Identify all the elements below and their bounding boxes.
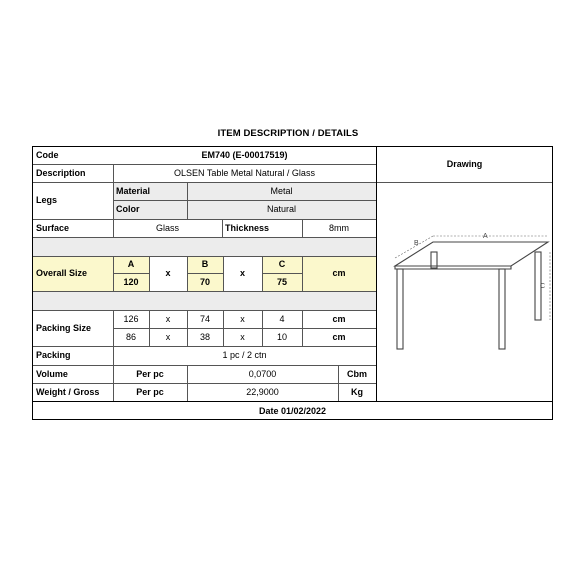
packing-label: Packing [36, 350, 71, 360]
code-value: EM740 (E-00017519) [201, 149, 288, 160]
pack2-unit: cm [332, 331, 346, 342]
dim-a-value: 120 [123, 276, 139, 287]
dim-b-label: B [201, 259, 209, 269]
table-top-edge [395, 266, 511, 269]
times-sign: x [240, 313, 245, 324]
leg-front-right [499, 269, 505, 349]
legs-label: Legs [36, 195, 58, 205]
pack1-dim2: 74 [199, 313, 210, 324]
pack2-dim1: 86 [125, 331, 136, 342]
pack2-dim2: 38 [199, 331, 210, 342]
packing-size-label: Packing Size [36, 322, 92, 333]
drawing-label-c: C [540, 283, 546, 290]
pack1-dim1: 126 [123, 313, 139, 324]
weight-value: 22,9000 [246, 386, 279, 397]
times-sign: x [165, 331, 171, 342]
times-sign: x [165, 268, 171, 278]
thickness-value: 8mm [329, 222, 349, 233]
times-sign: x [240, 331, 245, 342]
dim-b-value: 70 [199, 276, 210, 287]
volume-unit: Cbm [347, 368, 367, 379]
legs-color-label: Color [116, 204, 140, 214]
overall-size-unit: cm [332, 268, 346, 278]
description-value: OLSEN Table Metal Natural / Glass [174, 167, 315, 178]
document-title: ITEM DESCRIPTION / DETAILS [217, 128, 359, 139]
description-label: Description [36, 167, 86, 178]
weight-unit: Kg [351, 386, 363, 397]
surface-value: Glass [155, 222, 179, 233]
spacer-shade-2 [33, 291, 376, 310]
pack2-dim3: 10 [276, 331, 287, 342]
volume-value: 0,0700 [248, 368, 277, 379]
legs-material-label: Material [116, 185, 151, 196]
volume-per: Per pc [136, 368, 164, 379]
legs-material-value: Metal [270, 185, 293, 196]
overall-size-label: Overall Size [36, 268, 88, 278]
document-date: Date 01/02/2022 [258, 405, 327, 416]
leg-front-left [397, 269, 403, 349]
thickness-label: Thickness [225, 222, 270, 233]
code-label: Code [36, 149, 59, 160]
table-drawing [388, 232, 553, 362]
volume-label: Volume [36, 368, 68, 379]
weight-label: Weight / Gross [36, 386, 100, 397]
spacer-shade-1 [33, 237, 376, 256]
surface-label: Surface [36, 222, 70, 233]
drawing-label-a: A [483, 233, 488, 240]
dim-c-value: 75 [276, 276, 287, 287]
times-sign: x [165, 313, 171, 324]
weight-per: Per pc [136, 386, 164, 397]
pack1-dim3: 4 [279, 313, 285, 324]
packing-value: 1 pc / 2 ctn [222, 350, 267, 360]
pack1-unit: cm [332, 313, 346, 324]
dim-a-label: A [127, 259, 135, 269]
dim-c-label: C [278, 259, 286, 269]
drawing-label-b: B [414, 240, 419, 247]
drawing-heading: Drawing [446, 159, 483, 169]
legs-color-value: Natural [266, 204, 296, 214]
times-sign: x [239, 268, 245, 278]
